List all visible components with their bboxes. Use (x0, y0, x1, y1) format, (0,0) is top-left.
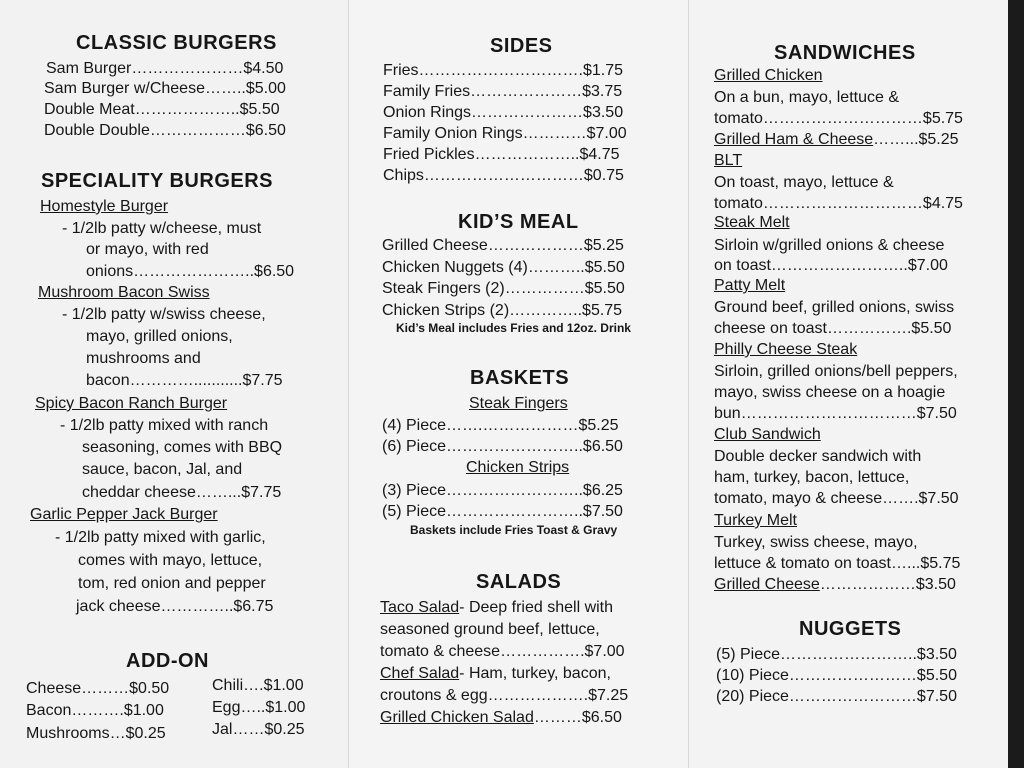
item-name-grilled-ham-cheese: Grilled Ham & Cheese (714, 131, 874, 148)
item-desc: - Deep fried shell with (459, 599, 614, 616)
menu-item: (4) Piece…….………………$5.25 (382, 417, 619, 434)
addon-item: Jal……$0.25 (212, 721, 305, 738)
item-name-club-sandwich: Club Sandwich (714, 426, 821, 443)
item-name-grilled-cheese: Grilled Cheese (714, 576, 820, 593)
item-name-patty-melt: Patty Melt (714, 277, 786, 294)
item-desc: tom, red onion and pepper (78, 575, 266, 592)
item-name-homestyle: Homestyle Burger (40, 198, 169, 215)
salad-chef (380, 664, 611, 684)
item-desc: Sirloin, grilled onions/bell peppers, (714, 363, 958, 380)
baskets-note: Baskets include Fries Toast & Gravy (410, 523, 618, 537)
item-desc: seasoning, comes with BBQ (82, 439, 283, 456)
menu-item: Family Fries…………………$3.75 (383, 83, 623, 100)
item-name-chef-salad: Chef Salad (380, 665, 460, 682)
item-desc: - 1/2lb patty w/cheese, must (62, 220, 262, 237)
item-desc: tomato…………………………$5.75 (714, 110, 963, 127)
menu-item: Family Onion Rings…………$7.00 (383, 125, 627, 142)
section-title-sides: SIDES (490, 35, 553, 57)
menu-item: (5) Piece……………………..$3.50 (716, 646, 957, 663)
menu-item: (20) Piece……………………$7.50 (716, 688, 957, 705)
item-desc: onions…………………..$6.50 (86, 263, 295, 280)
item-desc: lettuce & tomato on toast…...$5.75 (714, 555, 961, 572)
menu-panel-middle (348, 0, 688, 768)
item-price: ……...$5.25 (873, 131, 959, 148)
menu-item: Steak Fingers (2)……………$5.50 (382, 280, 625, 297)
item-desc: comes with mayo, lettuce, (78, 552, 263, 569)
item-desc: tomato…………………………$4.75 (714, 195, 963, 212)
item-name-taco-salad: Taco Salad (380, 599, 460, 616)
menu-panel-left (0, 0, 348, 768)
item-desc: - 1/2lb patty mixed with ranch (60, 417, 269, 434)
kids-meal-note: Kid’s Meal includes Fries and 12oz. Drink (396, 321, 631, 335)
menu-item: Sam Burger…………………$4.50 (46, 60, 284, 77)
item-desc: - 1/2lb patty w/swiss cheese, (62, 306, 266, 323)
item-desc: mayo, grilled onions, (86, 328, 233, 345)
item-desc: seasoned ground beef, lettuce, (380, 621, 600, 638)
section-title-add-on: ADD-ON (126, 650, 209, 672)
addon-item: Egg…..$1.00 (212, 699, 306, 716)
item-desc: cheddar cheese……...$7.75 (82, 484, 282, 501)
item-desc: On a bun, mayo, lettuce & (714, 89, 899, 106)
item-name-garlic-pepper-jack: Garlic Pepper Jack Burger (30, 506, 218, 523)
item-desc: croutons & egg……………….$7.25 (380, 687, 629, 704)
item-desc: On toast, mayo, lettuce & (714, 174, 894, 191)
sandwich-grilled-cheese (714, 575, 956, 595)
item-name-mushroom-bacon-swiss: Mushroom Bacon Swiss (38, 284, 210, 301)
salad-taco (380, 598, 613, 618)
item-desc: ham, turkey, bacon, lettuce, (714, 469, 910, 486)
item-desc: or mayo, with red (86, 241, 209, 258)
menu-item: (3) Piece……………………..$6.25 (382, 482, 623, 499)
subhead-steak-fingers: Steak Fingers (469, 395, 568, 412)
section-title-nuggets: NUGGETS (799, 618, 902, 640)
item-name-blt: BLT (714, 152, 743, 169)
item-desc: tomato & cheese…………….$7.00 (380, 643, 625, 660)
item-desc: bacon…………...........$7.75 (86, 372, 283, 389)
item-desc: on toast……………………..$7.00 (714, 257, 948, 274)
item-desc: Turkey, swiss cheese, mayo, (714, 534, 918, 551)
item-name-spicy-bacon-ranch: Spicy Bacon Ranch Burger (35, 395, 228, 412)
menu-panel-right (688, 0, 1008, 768)
item-desc: Ground beef, grilled onions, swiss (714, 299, 955, 316)
addon-item: Cheese………$0.50 (26, 680, 170, 697)
menu-item: Chips…………………………$0.75 (383, 167, 624, 184)
subhead-chicken-strips: Chicken Strips (466, 459, 570, 476)
section-title-salads: SALADS (476, 571, 562, 593)
section-title-baskets: BASKETS (470, 367, 570, 389)
item-desc: Double decker sandwich with (714, 448, 922, 465)
addon-item: Mushrooms…$0.25 (26, 725, 166, 742)
section-title-speciality-burgers: SPECIALITY BURGERS (41, 170, 273, 192)
item-price: ………$6.50 (533, 709, 622, 726)
item-price: ………………$3.50 (819, 576, 956, 593)
item-desc: Sirloin w/grilled onions & cheese (714, 237, 945, 254)
salad-grilled-chicken (380, 708, 622, 728)
item-desc: cheese on toast…………….$5.50 (714, 320, 952, 337)
item-desc: bun……………………………$7.50 (714, 405, 957, 422)
menu-item: (6) Piece……………………..$6.50 (382, 438, 623, 455)
menu-item: Chicken Nuggets (4)………..$5.50 (382, 259, 625, 276)
item-desc: mayo, swiss cheese on a hoagie (714, 384, 946, 401)
item-desc: tomato, mayo & cheese…….$7.50 (714, 490, 959, 507)
item-name-grilled-chicken-salad: Grilled Chicken Salad (380, 709, 534, 726)
menu-item: Double Meat………………..$5.50 (44, 101, 280, 118)
item-desc: - 1/2lb patty mixed with garlic, (55, 529, 266, 546)
item-name-philly-cheese-steak: Philly Cheese Steak (714, 341, 858, 358)
menu-item: (5) Piece……………………..$7.50 (382, 503, 623, 520)
sandwich-ham (714, 130, 959, 150)
menu-item: (10) Piece……………………$5.50 (716, 667, 957, 684)
addon-item: Chili….$1.00 (212, 677, 304, 694)
item-desc: - Ham, turkey, bacon, (459, 665, 611, 682)
section-title-sandwiches: SANDWICHES (774, 42, 916, 64)
menu-item: Onion Rings…………………$3.50 (383, 104, 624, 121)
section-title-classic-burgers: CLASSIC BURGERS (76, 32, 277, 54)
menu-item: Grilled Cheese………………$5.25 (382, 237, 624, 254)
section-title-kids-meal: KID’S MEAL (458, 211, 579, 233)
menu-item: Chicken Strips (2)…………..$5.75 (382, 302, 623, 319)
menu-item: Fried Pickles………………..$4.75 (383, 146, 620, 163)
menu-item: Double Double………………$6.50 (44, 122, 286, 139)
menu-item: Fries………………………….$1.75 (383, 62, 624, 79)
item-name-turkey-melt: Turkey Melt (714, 512, 797, 529)
item-name-steak-melt: Steak Melt (714, 214, 790, 231)
addon-item: Bacon……….$1.00 (26, 702, 164, 719)
item-desc: mushrooms and (86, 350, 201, 367)
item-name-grilled-chicken: Grilled Chicken (714, 67, 823, 84)
menu-item: Sam Burger w/Cheese……..$5.00 (44, 80, 286, 97)
item-desc: sauce, bacon, Jal, and (82, 461, 243, 478)
item-desc: jack cheese…………..$6.75 (76, 598, 274, 615)
